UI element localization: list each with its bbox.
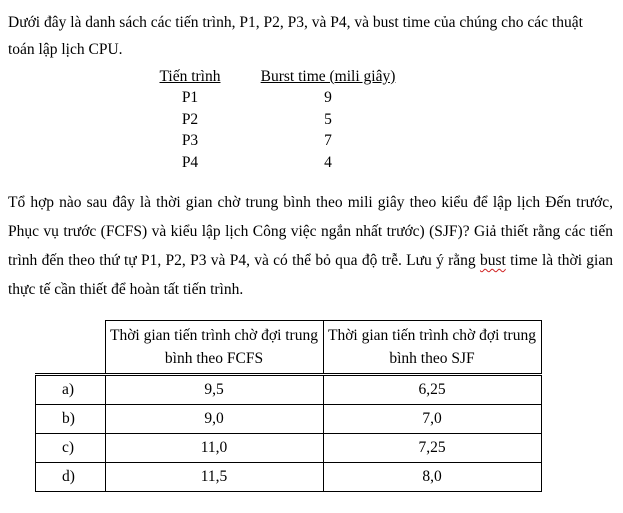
process-name: P1	[181, 89, 199, 107]
option-label: a)	[36, 375, 106, 405]
header-process: Tiến trình	[159, 67, 221, 85]
header-fcfs: Thời gian tiến trình chờ đợi trung bình theo FCFS	[105, 321, 323, 375]
fcfs-value: 9,0	[105, 405, 323, 434]
spellcheck-flagged-word[interactable]: bust	[479, 252, 506, 269]
answer-row-b	[36, 405, 542, 434]
question-text-end: time là thời gian thực tế cần thiết để hoàn tất tiến trình.	[8, 252, 613, 298]
process-row	[158, 152, 398, 174]
answer-table-header	[36, 321, 542, 375]
answer-row-d	[36, 463, 542, 492]
answer-row-c	[36, 434, 542, 463]
process-table	[158, 66, 398, 174]
option-label: b)	[36, 405, 106, 434]
sjf-value: 6,25	[323, 375, 541, 405]
fcfs-value: 11,0	[105, 434, 323, 463]
sjf-value: 7,25	[323, 434, 541, 463]
option-label: d)	[36, 463, 106, 492]
option-label: c)	[36, 434, 106, 463]
process-table-header	[158, 66, 398, 88]
answer-row-a	[36, 375, 542, 405]
process-name: P3	[181, 132, 199, 150]
header-burst-time: Burst time (mili giây)	[260, 67, 396, 85]
process-name: P2	[181, 110, 199, 128]
burst-value: 7	[324, 132, 332, 150]
process-row	[158, 131, 398, 153]
question-text: Tổ hợp nào sau đây là thời gian chờ trung bình theo mili giây theo kiểu để lập lịch Đến trước, Phục vụ trước (FCFS) và kiểu lập lịch Công việc ngắn nhất trước) (SJF)? Giả thiết rằng các tiến trình đến theo thứ tự P1, P2, P3 và P4, và có thể bỏ qua độ trễ. Lưu ý rằng	[8, 194, 613, 269]
answer-table	[35, 320, 542, 492]
intro-paragraph: Dưới đây là danh sách các tiến trình, P1, P2, P3, và P4, và bust time của chúng cho các thuật toán lập lịch CPU.	[8, 14, 583, 58]
process-name: P4	[181, 153, 199, 171]
process-row	[158, 88, 398, 110]
burst-value: 4	[324, 153, 332, 171]
question-paragraph	[8, 188, 613, 304]
burst-value: 5	[324, 110, 332, 128]
sjf-value: 8,0	[323, 463, 541, 492]
fcfs-value: 11,5	[105, 463, 323, 492]
header-sjf: Thời gian tiến trình chờ đợi trung bình theo SJF	[323, 321, 541, 375]
burst-value: 9	[324, 89, 332, 107]
fcfs-value: 9,5	[105, 375, 323, 405]
sjf-value: 7,0	[323, 405, 541, 434]
process-row	[158, 109, 398, 131]
